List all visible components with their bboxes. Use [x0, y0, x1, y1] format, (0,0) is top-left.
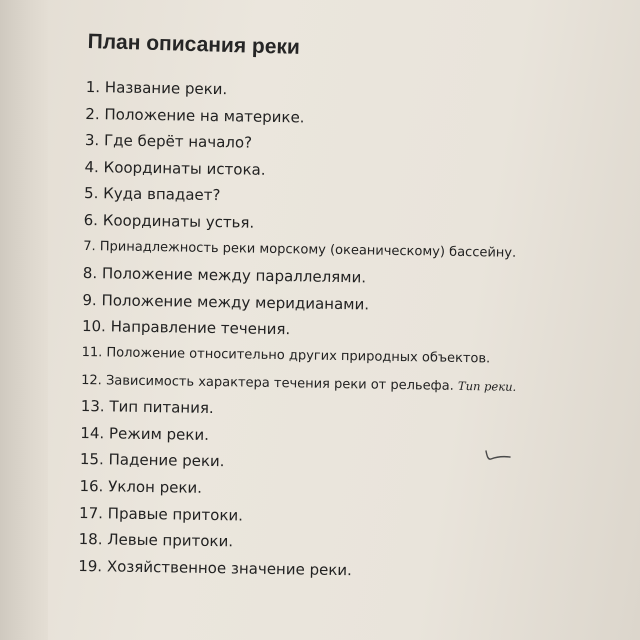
list-item: 13. Тип питания. — [80, 397, 214, 418]
list-item: 10. Направление течения. — [81, 317, 291, 339]
list-item: 17. Правые притоки. — [78, 503, 244, 525]
list-item: 9. Положение между меридианами. — [82, 290, 370, 314]
list-item: 18. Левые притоки. — [78, 530, 234, 551]
list-item: 14. Режим реки. — [80, 423, 210, 444]
list-item: 6. Координаты устья. — [83, 210, 255, 232]
list-item: 4. Координаты истока. — [84, 157, 266, 179]
river-type-note: Тип реки. — [457, 378, 517, 394]
plan-list — [78, 74, 521, 586]
list-item: 15. Падение реки. — [79, 450, 225, 471]
list-item: 11. Положение относительно других природных объектов. — [81, 344, 491, 367]
page-title: План описания реки — [87, 30, 301, 59]
list-item: 8. Положение между параллелями. — [82, 264, 367, 287]
pen-mark — [484, 448, 512, 462]
list-item: 19. Хозяйственное значение реки. — [78, 556, 353, 579]
previous-page-edge — [0, 0, 48, 640]
list-item: 1. Название реки. — [85, 77, 228, 99]
list-item: 7. Принадлежность реки морскому (океаническому) бассейну. — [83, 238, 517, 261]
list-item: 5. Куда впадает? — [83, 184, 221, 205]
list-item: 16. Уклон реки. — [79, 476, 203, 497]
list-item: 3. Где берёт начало? — [84, 131, 253, 152]
list-item: 12. Зависимость характера течения реки от рельефа. Тип реки. — [81, 372, 517, 394]
list-item: 2. Положение на материке. — [85, 104, 305, 127]
